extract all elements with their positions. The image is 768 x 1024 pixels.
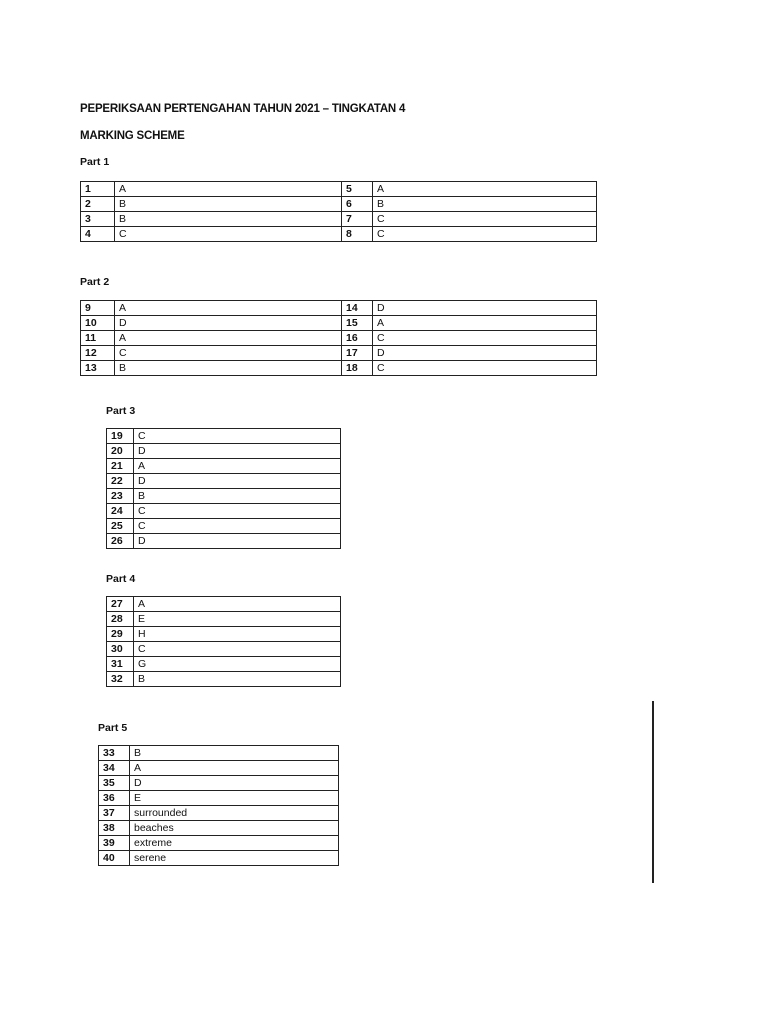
table-row <box>81 212 597 227</box>
table-row <box>81 361 597 376</box>
table-row <box>107 444 341 459</box>
answer: C <box>134 642 341 657</box>
question-number: 15 <box>342 316 373 331</box>
part-3-table <box>106 428 341 549</box>
table-row <box>99 746 339 761</box>
question-number: 13 <box>81 361 115 376</box>
table-row <box>107 429 341 444</box>
answer: beaches <box>130 821 339 836</box>
question-number: 10 <box>81 316 115 331</box>
answer: C <box>115 346 342 361</box>
answer: D <box>130 776 339 791</box>
part-1-label: Part 1 <box>80 156 110 168</box>
table-row <box>107 474 341 489</box>
table-row <box>81 197 597 212</box>
answer: D <box>373 346 597 361</box>
part-4-table <box>106 596 341 687</box>
question-number: 17 <box>342 346 373 361</box>
answer: H <box>134 627 341 642</box>
answer: C <box>134 504 341 519</box>
answer: G <box>134 657 341 672</box>
table-row <box>107 627 341 642</box>
answer: surrounded <box>130 806 339 821</box>
answer: C <box>373 212 597 227</box>
question-number: 3 <box>81 212 115 227</box>
answer: D <box>134 534 341 549</box>
table-row <box>99 806 339 821</box>
question-number: 28 <box>107 612 134 627</box>
question-number: 9 <box>81 301 115 316</box>
table-row <box>107 642 341 657</box>
answer: A <box>115 301 342 316</box>
table-row <box>81 316 597 331</box>
answer: A <box>134 459 341 474</box>
part-2-label: Part 2 <box>80 276 110 288</box>
answer: C <box>134 429 341 444</box>
question-number: 12 <box>81 346 115 361</box>
answer: C <box>115 227 342 242</box>
table-row <box>81 227 597 242</box>
part-5-label: Part 5 <box>98 722 128 734</box>
question-number: 5 <box>342 182 373 197</box>
table-row <box>81 331 597 346</box>
table-row <box>99 761 339 776</box>
part-3-label: Part 3 <box>106 405 136 417</box>
question-number: 39 <box>99 836 130 851</box>
table-row <box>107 672 341 687</box>
answer: B <box>115 361 342 376</box>
answer: B <box>134 489 341 504</box>
table-row <box>107 459 341 474</box>
answer: D <box>134 444 341 459</box>
table-row <box>107 597 341 612</box>
question-number: 26 <box>107 534 134 549</box>
answer: B <box>115 197 342 212</box>
part-5-table <box>98 745 339 866</box>
question-number: 35 <box>99 776 130 791</box>
answer: D <box>115 316 342 331</box>
part-1-table <box>80 181 597 242</box>
answer: D <box>373 301 597 316</box>
table-row <box>99 821 339 836</box>
question-number: 29 <box>107 627 134 642</box>
answer: A <box>134 597 341 612</box>
answer: A <box>115 182 342 197</box>
margin-line <box>652 701 654 883</box>
question-number: 16 <box>342 331 373 346</box>
question-number: 18 <box>342 361 373 376</box>
question-number: 20 <box>107 444 134 459</box>
table-row <box>99 776 339 791</box>
part-4-label: Part 4 <box>106 573 136 585</box>
table-row <box>107 612 341 627</box>
table-row <box>107 504 341 519</box>
answer: C <box>373 331 597 346</box>
document-title: PEPERIKSAAN PERTENGAHAN TAHUN 2021 – TINGKATAN 4 <box>80 103 406 115</box>
question-number: 6 <box>342 197 373 212</box>
answer: extreme <box>130 836 339 851</box>
answer: serene <box>130 851 339 866</box>
question-number: 25 <box>107 519 134 534</box>
question-number: 14 <box>342 301 373 316</box>
question-number: 33 <box>99 746 130 761</box>
table-row <box>107 534 341 549</box>
question-number: 21 <box>107 459 134 474</box>
question-number: 19 <box>107 429 134 444</box>
question-number: 8 <box>342 227 373 242</box>
question-number: 11 <box>81 331 115 346</box>
answer: A <box>115 331 342 346</box>
answer: B <box>115 212 342 227</box>
table-row <box>99 836 339 851</box>
document-subtitle: MARKING SCHEME <box>80 130 185 142</box>
question-number: 27 <box>107 597 134 612</box>
table-row <box>99 851 339 866</box>
answer: A <box>373 316 597 331</box>
question-number: 34 <box>99 761 130 776</box>
answer: E <box>130 791 339 806</box>
question-number: 31 <box>107 657 134 672</box>
table-row <box>99 791 339 806</box>
question-number: 1 <box>81 182 115 197</box>
question-number: 4 <box>81 227 115 242</box>
question-number: 24 <box>107 504 134 519</box>
question-number: 36 <box>99 791 130 806</box>
question-number: 40 <box>99 851 130 866</box>
table-row <box>81 301 597 316</box>
question-number: 37 <box>99 806 130 821</box>
table-row <box>81 182 597 197</box>
answer: A <box>130 761 339 776</box>
answer: C <box>134 519 341 534</box>
question-number: 30 <box>107 642 134 657</box>
table-row <box>81 346 597 361</box>
question-number: 23 <box>107 489 134 504</box>
answer: B <box>134 672 341 687</box>
table-row <box>107 489 341 504</box>
answer: E <box>134 612 341 627</box>
question-number: 32 <box>107 672 134 687</box>
answer: A <box>373 182 597 197</box>
question-number: 2 <box>81 197 115 212</box>
answer: B <box>130 746 339 761</box>
table-row <box>107 657 341 672</box>
question-number: 38 <box>99 821 130 836</box>
table-row <box>107 519 341 534</box>
answer: C <box>373 361 597 376</box>
part-2-table <box>80 300 597 376</box>
answer: C <box>373 227 597 242</box>
answer: B <box>373 197 597 212</box>
question-number: 22 <box>107 474 134 489</box>
answer: D <box>134 474 341 489</box>
question-number: 7 <box>342 212 373 227</box>
